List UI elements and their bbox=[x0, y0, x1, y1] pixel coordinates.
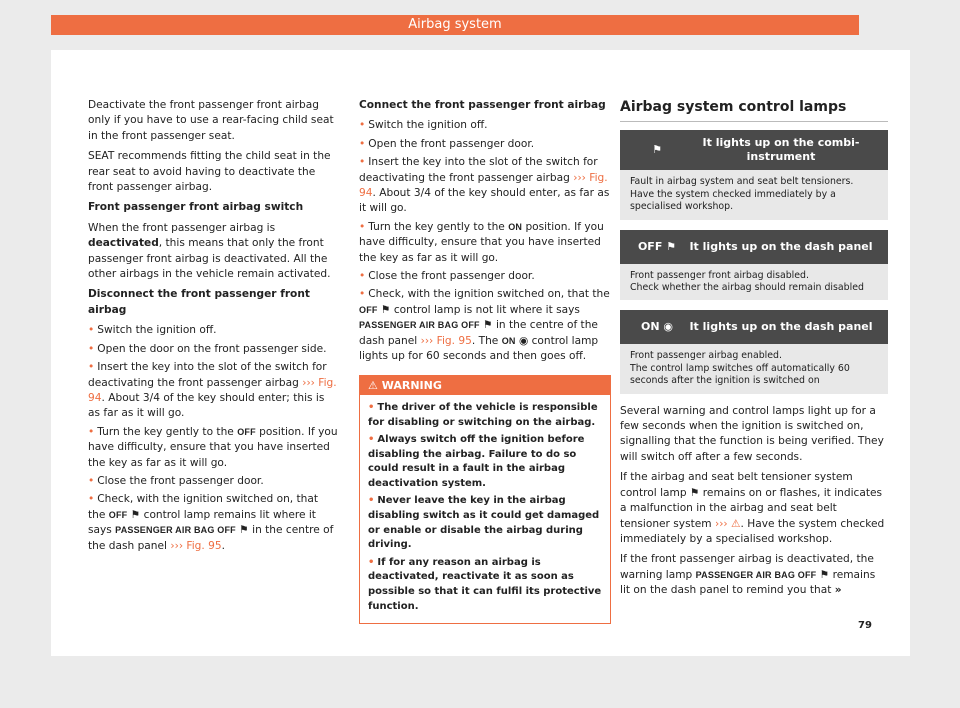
text: control lamp lights up for 60 seconds and then goes off. bbox=[359, 334, 599, 363]
warning-label: WARNING bbox=[381, 378, 442, 392]
text: in the centre of the dash panel bbox=[359, 319, 598, 347]
lamp-description: Fault in airbag system and seat belt tensioners. Have the system checked immediately by a specialised workshop. bbox=[620, 170, 888, 219]
bullet-icon: • bbox=[368, 556, 375, 568]
paragraph bbox=[620, 470, 888, 547]
text: Turn the key gently to the bbox=[368, 220, 509, 233]
lamp-entry bbox=[620, 130, 888, 219]
off-indicator: OFF bbox=[237, 426, 256, 437]
page-number: 79 bbox=[858, 620, 872, 631]
text: If for any reason an airbag is deactivated, reactivate it as soon as possible so that it can fulfil its protective function. bbox=[368, 556, 602, 612]
lamp-title: It lights up on the dash panel bbox=[689, 239, 873, 253]
lamp-header bbox=[620, 230, 888, 264]
paragraph bbox=[620, 552, 888, 598]
text: Insert the key into the slot of the switch for deactivating the front passenger airbag bbox=[359, 156, 598, 184]
bullet-icon: • bbox=[88, 425, 95, 438]
section-header: Airbag system bbox=[51, 15, 859, 35]
text: Open the front passenger door. bbox=[368, 137, 535, 150]
bullet-icon: • bbox=[359, 137, 366, 150]
text: Close the front passenger door. bbox=[97, 474, 264, 487]
bullet-icon: • bbox=[359, 220, 366, 233]
figure-link[interactable]: ››› Fig. 94 bbox=[88, 376, 337, 404]
text: Check, with the ignition switched on, that the bbox=[88, 493, 319, 521]
list-item bbox=[368, 556, 602, 614]
column-right bbox=[620, 100, 888, 604]
list-item bbox=[368, 401, 602, 430]
continued-icon: » bbox=[834, 584, 842, 597]
bullet-icon: • bbox=[88, 342, 95, 355]
passenger-airbag-off-indicator: PASSENGER AIR BAG OFF bbox=[359, 320, 480, 331]
list-item bbox=[359, 155, 611, 217]
text: position. If you have difficulty, ensure that you have inserted the key as far as it will go. bbox=[88, 425, 338, 469]
text: Check whether the airbag should remain disabled bbox=[630, 282, 864, 294]
warning-link[interactable]: ››› bbox=[714, 517, 728, 530]
text: in the centre of the dash panel bbox=[88, 524, 334, 552]
text: control lamp is not lit where it says bbox=[390, 303, 580, 316]
list-item bbox=[359, 137, 611, 152]
text: The control lamp switches off automatically 60 seconds after the ignition is switched on bbox=[630, 362, 850, 387]
text: remains on or flashes, it indicates a malfunction in the airbag and seat belt tensioner system bbox=[620, 486, 883, 530]
list-item bbox=[359, 220, 611, 266]
list-item bbox=[88, 342, 338, 357]
bullet-icon: • bbox=[88, 474, 95, 487]
text: Close the front passenger door. bbox=[368, 270, 535, 283]
subheading: Connect the front passenger front airbag bbox=[359, 99, 606, 111]
bullet-icon: • bbox=[359, 156, 366, 169]
on-indicator: ON bbox=[641, 320, 660, 334]
bullet-icon: • bbox=[88, 493, 95, 506]
list-item bbox=[88, 360, 338, 422]
airbag-icon: ⚑ bbox=[130, 508, 141, 521]
figure-link[interactable]: ››› Fig. 95 bbox=[420, 334, 472, 347]
text: Check, with the ignition switched on, that the bbox=[368, 288, 610, 301]
airbag-icon: ⚑ bbox=[239, 524, 249, 537]
section-title: Airbag system control lamps bbox=[620, 100, 888, 122]
lamp-description bbox=[620, 264, 888, 301]
on-indicator: ON bbox=[501, 335, 516, 346]
text: position. If you have difficulty, ensure that you have inserted the key as far as it will go. bbox=[359, 220, 604, 264]
text: Switch the ignition off. bbox=[368, 119, 488, 132]
airbag-icon: ⚑ bbox=[689, 486, 700, 499]
text: Front passenger airbag enabled. bbox=[630, 350, 782, 362]
bullet-icon: • bbox=[88, 324, 95, 337]
text: If the airbag and seat belt tensioner system control lamp bbox=[620, 471, 853, 499]
lamp-entry bbox=[620, 310, 888, 393]
lamp-description bbox=[620, 344, 888, 393]
bold-text: deactivated bbox=[88, 237, 159, 250]
airbag-icon: ⚑ bbox=[652, 143, 662, 157]
warning-triangle-icon: ⚠ bbox=[731, 517, 741, 530]
warning-triangle-icon: ⚠ bbox=[368, 378, 378, 392]
warning-body bbox=[360, 395, 610, 623]
list-item bbox=[88, 474, 338, 489]
figure-link[interactable]: ››› Fig. 94 bbox=[359, 171, 608, 200]
on-airbag-icon: ON ◉ bbox=[641, 320, 673, 334]
text: control lamp remains lit where it says bbox=[88, 508, 316, 537]
bullet-icon: • bbox=[359, 288, 366, 301]
text: . The bbox=[471, 334, 502, 347]
lamp-title: It lights up on the dash panel bbox=[689, 320, 873, 334]
airbag-icon: ⚑ bbox=[483, 319, 493, 332]
text: remains lit on the dash panel to remind you that bbox=[620, 568, 876, 597]
warning-box bbox=[359, 375, 611, 625]
paragraph: Several warning and control lamps light up for a few seconds when the ignition is switched on, signalling that the function is being verified. They will switch off after a few seconds. bbox=[620, 404, 884, 463]
airbag-icon: ⚑ bbox=[380, 303, 391, 316]
off-indicator: OFF bbox=[359, 304, 378, 315]
text: The driver of the vehicle is responsible for disabling or switching on the airbag. bbox=[368, 401, 598, 428]
passenger-airbag-off-indicator: PASSENGER AIR BAG OFF bbox=[115, 525, 236, 536]
text: Switch the ignition off. bbox=[97, 324, 217, 337]
text: , this means that only the front passenger front airbag is deactivated. All the other airbags in the vehicle remain activated. bbox=[88, 237, 331, 281]
text: . bbox=[221, 539, 226, 552]
bullet-icon: • bbox=[368, 434, 375, 446]
airbag-icon: ⚑ bbox=[819, 568, 830, 581]
warning-header bbox=[360, 376, 610, 395]
text: Always switch off the ignition before disabling the airbag. Failure to do so could result in a fault in the airbag deactivation system. bbox=[368, 434, 585, 489]
text: . Have the system checked immediately by a specialised workshop. bbox=[620, 517, 885, 545]
bullet-icon: • bbox=[88, 361, 95, 374]
off-airbag-icon: OFF ⚑ bbox=[637, 239, 677, 253]
text: . About 3/4 of the key should enter, as far as it will go. bbox=[359, 187, 610, 215]
text: Never leave the key in the airbag disabling switch as it could get damaged or enable or disable the airbag during driving. bbox=[368, 495, 600, 551]
lamp-title: It lights up on the combi-instrument bbox=[702, 136, 860, 164]
figure-link[interactable]: ››› Fig. 95 bbox=[170, 539, 222, 552]
list-item bbox=[88, 492, 338, 554]
airbag-icon: ◉ bbox=[518, 334, 529, 347]
list-item bbox=[88, 425, 338, 471]
list-item bbox=[368, 433, 602, 491]
text: When the front passenger airbag is bbox=[88, 221, 276, 234]
column-middle bbox=[359, 98, 611, 624]
bullet-icon: • bbox=[359, 270, 366, 283]
text: Turn the key gently to the bbox=[97, 425, 238, 438]
text: . About 3/4 of the key should enter; this is as far as it will go. bbox=[88, 391, 325, 420]
bullet-icon: • bbox=[368, 495, 375, 507]
bullet-icon: • bbox=[359, 119, 366, 132]
on-indicator: ON bbox=[508, 221, 523, 232]
list-item bbox=[359, 287, 611, 364]
paragraph: SEAT recommends fitting the child seat in the rear seat to avoid having to deactivate the front passenger airbag. bbox=[88, 150, 331, 194]
text: Insert the key into the slot of the switch for deactivating the front passenger airbag bbox=[88, 361, 327, 389]
text: Front passenger front airbag disabled. bbox=[630, 269, 809, 281]
bullet-icon: • bbox=[368, 401, 375, 413]
list-item bbox=[359, 118, 611, 133]
text: If the front passenger airbag is deactivated, the warning lamp bbox=[620, 553, 874, 581]
paragraph bbox=[88, 221, 338, 283]
list-item bbox=[368, 494, 602, 552]
list-item bbox=[88, 323, 338, 338]
off-indicator: OFF bbox=[637, 239, 663, 253]
lamp-header bbox=[620, 130, 888, 170]
lamp-entry bbox=[620, 230, 888, 301]
off-indicator: OFF bbox=[108, 509, 128, 520]
paragraph: Deactivate the front passenger front airbag only if you have to use a rear-facing child seat in the front passenger seat. bbox=[88, 99, 334, 142]
subheading: Front passenger front airbag switch bbox=[88, 201, 304, 214]
lamp-header bbox=[620, 310, 888, 344]
passenger-airbag-off-indicator: PASSENGER AIR BAG OFF bbox=[695, 569, 817, 580]
subheading: Disconnect the front passenger front airbag bbox=[88, 288, 310, 316]
column-left bbox=[88, 98, 338, 557]
text: Open the door on the front passenger side. bbox=[97, 342, 327, 355]
list-item bbox=[359, 269, 611, 284]
